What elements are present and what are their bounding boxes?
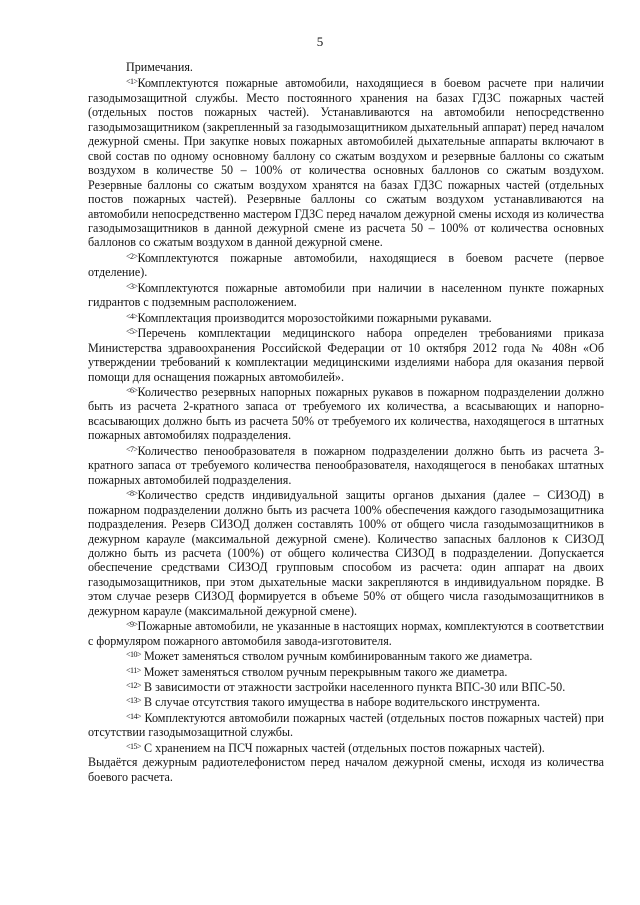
note-4 [88,310,604,325]
note-8 [88,487,604,618]
note-marker: <9> [126,620,138,630]
note-marker: <15> [126,741,142,751]
note-marker: <13> [126,696,142,706]
note-text: В случае отсутствия такого имущества в наборе водительского инструмента. [141,695,541,710]
note-text: Пожарные автомобили, не указанные в настоящих нормах, комплектуются в соответствии с формуляром пожарного автомобиля завода-изготовителя. [88,619,604,648]
page-number: 5 [316,34,324,49]
note-text: Комплектуются пожарные автомобили, находящиеся в боевом расчете (первое отделение). [88,250,604,280]
note-text: Комплектуются пожарные автомобили при наличии в населенном пункте пожарных гидрантов с подземным расположением. [88,280,604,310]
note-text: Может заменяться стволом ручным перекрывным такого же диаметра. [140,664,508,679]
note-11 [88,664,604,679]
notes-heading: Примечания. [126,60,193,74]
notes-section [88,60,604,784]
note-text: Комплектуются пожарные автомобили, находящиеся в боевом расчете при наличии газодымозащитной службы. Место постоянного хранения на базах ГДЗС пожарных частей (отдельных постов пожарных частей). Устанавливаются на автомобили непосредственно газодымозащитником (закрепленный за газодымозащитником дыхательный аппарат) перед началом дежурной смены. При закупке новых пожарных автомобилей дыхательные аппараты включают в свой состав по одному основному баллону со сжатым воздухом и резервные баллоны со сжатым воздухом в количестве 50 – 100% от количества основных баллонов со сжатым воздухом. Резервные баллоны со сжатым воздухом хранятся на базах ГДЗС пожарных частей (отдельных постов пожарных частей). Резервные баллоны со сжатым воздухом устанавливаются на автомобили непосредственно мастером ГДЗС перед началом дежурной смены исходя из количества газодымозащитников в данной дежурной смене из расчета 50 – 100% от количества основных баллонов со сжатым воздухом в данной дежурной смене. [88,76,604,250]
note-marker: <12> [126,681,142,691]
note-15 [88,740,604,755]
note-5 [88,325,604,384]
note-3 [88,280,604,310]
note-10 [88,648,604,663]
note-marker: <7> [126,444,138,454]
note-marker: <14> [126,711,142,721]
note-1 [88,75,604,249]
note-9 [88,618,604,648]
note-text: Перечень комплектации медицинского набора определен требованиями приказа Министерства здравоохранения Российской Федерации от 10 октября 2012 года № 408н «Об утверждении требований к комплектации медицинскими изделиями набора для оказания первой помощи для оснащения пожарных автомобилей». [88,326,604,384]
note-text: Количество средств индивидуальной защиты органов дыхания (далее – СИЗОД) в пожарном подразделении должно быть из расчета 100% обеспечения каждого газодымозащитника подразделения. Резерв СИЗОД должен составлять 100% от общего числа газодымозащитников в дежурном карауле (максимальной дежурной смене). Количество запасных баллонов к СИЗОД должно быть из расчета (100%) от общего количества СИЗОД в подразделении. Допускается обеспечение средствами СИЗОД групповым способом из расчета: один аппарат на двоих газодымозащитников, при этом дыхательные маски закрепляются в индивидуальном порядке. В этом случае резерв СИЗОД формируется в объеме 50% от общего числа газодымозащитников в дежурном карауле (максимальной дежурной смене). [88,488,604,618]
note-text: Комплектуются автомобили пожарных частей (отдельных постов пожарных частей) при отсутствии газодымозащитной службы. [88,710,604,740]
note-13 [88,694,604,709]
note-text: В зависимости от этажности застройки населенного пункта ВПС-30 или ВПС-50. [141,680,566,695]
note-6 [88,384,604,443]
note-text: Количество резервных напорных пожарных рукавов в пожарном подразделении должно быть из расчета 2-кратного запаса от требуемого их количества, а всасывающих и напорно-всасывающих должно быть из расчета 50% от требуемого их количества, находящегося в штатных пожарных автомобилях подразделения. [88,384,604,443]
note-marker: <4> [126,311,138,321]
note-marker: <2> [126,251,138,261]
note-marker: <1> [126,77,138,87]
note-text: Комплектация производится морозостойкими пожарными рукавами. [137,310,492,325]
note-text: С хранением на ПСЧ пожарных частей (отдельных постов пожарных частей). [141,740,545,755]
note-marker: <8> [126,489,138,499]
note-2 [88,250,604,280]
note-marker: <5> [126,327,138,337]
note-12 [88,679,604,694]
note-text: Количество пенообразователя в пожарном подразделении должно быть из расчета 3-кратного запаса от требуемого количества пенообразователя, находящегося в пенобаках штатных пожарных автомобилей подразделения. [88,443,604,487]
note-marker: <10> [126,650,142,660]
note-7 [88,443,604,487]
note-14 [88,710,604,740]
note-marker: <6> [126,385,138,395]
note-text: Может заменяться стволом ручным комбинированным такого же диаметра. [141,649,533,664]
note-15-continuation: Выдаётся дежурным радиотелефонистом перед началом дежурной смены, исходя из количества боевого расчета. [88,755,604,784]
note-marker: <11> [126,665,141,675]
note-marker: <3> [126,281,138,291]
